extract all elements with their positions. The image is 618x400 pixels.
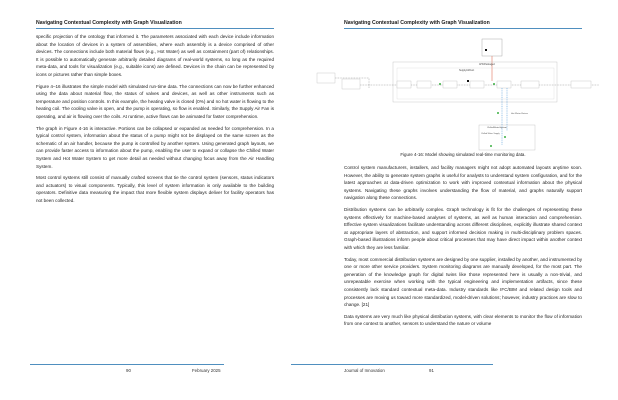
- discharge-box: [521, 81, 539, 88]
- running-head: Navigating Contextual Complexity with Graph Visualization: [344, 20, 490, 26]
- duct-label: SupplyAirDuct: [459, 69, 475, 72]
- hot-water-return-label: Hot Water Return: [511, 113, 528, 115]
- footer-date: February 2025: [192, 368, 221, 373]
- paragraph: Data systems are very much like physical distribution systems, with clear elements to monitor the flow of information from one context to another, sensors to understand the nature or volume: [344, 313, 582, 327]
- right-body-text: [344, 164, 582, 332]
- figure-caption: Figure 4-16: Model showing simulated real-time monitoring data.: [400, 152, 526, 157]
- paragraph: Most control systems still consist of manually crafted screens that tie the control system (sensors, status indicators and actuators) to visual components. Typically, this level of system information is only available to the building operators. Definitive data measuring the impact that more flexible system displays deliver for facility operators has not been collected.: [36, 175, 274, 203]
- paragraph: Control system manufacturers, installers, and facility managers might not adopt automated layouts anytime soon. However, the ability to generate system graphs is useful for analysts to understand system configuration, and for the latest approaches at data-driven optimization to work with improved contextual information about the physical systems. Navigating these graphs involves understanding the flow of material, and graphs naturally support navigation along these connections.: [344, 165, 582, 201]
- status-green-dot: [493, 83, 495, 85]
- status-green-dot: [490, 145, 492, 147]
- header-rule: [344, 28, 582, 29]
- zone-box: [571, 81, 591, 88]
- ahu-label: AHUPackaged: [479, 63, 495, 66]
- cooling-coil-box: [497, 81, 511, 88]
- filter-box: [417, 81, 431, 88]
- supply-fan-box: [443, 81, 457, 88]
- heating-coil-box: [470, 81, 484, 88]
- status-green-dot: [439, 83, 441, 85]
- air-flow-line: [335, 78, 599, 88]
- status-indicator: [485, 49, 487, 51]
- status-green-dot: [504, 136, 506, 138]
- status-green-dot: [497, 112, 499, 114]
- paragraph: Today, most commercial distribution systems are designed by one supplier, installed by another, and instrumented by one or more other service providers. System monitoring diagrams are manually developed, for the most part. The generation of the knowledge graph for digital twins like those represented here is usually a non-trivial, and unrepeatable exercise when working with the typical engineering and implementation artifacts, since these consistently lack standard contextual meta-data. Industry standards like IFC/BIM and related design tools and processes are moving us toward more standardized, model-driven solutions; however, industry practices are slow to change. [21]: [344, 256, 582, 308]
- mixing-box: [397, 81, 411, 88]
- return-air-box: [342, 79, 360, 89]
- footer-rule: [291, 364, 493, 365]
- page-number: 91: [429, 368, 434, 373]
- header-rule: [36, 28, 274, 29]
- paragraph: The graph in Figure 4-16 is interactive. Portions can be collapsed or expanded as needed for comprehension. In a typical control system, information about the status of a pump might not be displayed on the same screen as the schematic of an air handler, because the pump is controlled by another system. Using generated graph layouts, we can provide faster access to information about the pump, enabling the user to expand or collapse the Chilled Water System and Hot Water System to get more detail as needed without changing focus away from the Air Handling System.: [36, 125, 274, 169]
- running-head: Navigating Contextual Complexity with Graph Visualization: [36, 20, 182, 26]
- footer-rule: [30, 364, 224, 365]
- system-diagram-figure: [309, 33, 618, 151]
- cws-label: ChilledWaterSystem: [487, 127, 507, 129]
- paragraph: Figure 4–16 illustrates the simple model with simulated run-time data. The connections can now be further enhanced using the data about material flow, the status of valves and devices, as well as other instruments such as temperature and position controls. In this example, the heating valve is closed (0%) and no hot water is flowing to the heating coil. The cooling valve is open, and the pump is operating, so flow is enabled. Similarly, the Supply Air Fan is operating, and air is flowing over the coils. At runtime, active flows can be animated for faster comprehension.: [36, 83, 274, 119]
- pump-box: [482, 39, 502, 56]
- outside-air-box: [317, 73, 335, 83]
- left-body-text: [36, 33, 274, 208]
- paragraph: specific projection of the ontology that informed it. The parameters associated with each device include information about the location of devices in a system of assemblies, where each assembly is a device comprised of other devices. The connections include both material flows (e.g., Hot Water) as well as containment (part of) relationships. It is possible to automatically generate arbitrarily detailed diagrams of real-world systems, so long as the required meta-data, and tools for visualization (e.g., suitable icons) are defined. Devices in the chain can be represented by icons or pictures rather than simple boxes.: [36, 34, 274, 77]
- page-number: 90: [126, 368, 131, 373]
- chilled-water-supply-label: Chilled Water Supply: [481, 133, 500, 135]
- footer-journal: Journal of Innovation: [344, 368, 385, 373]
- right-page: [309, 0, 618, 400]
- valve-closed-indicator: [467, 80, 469, 82]
- paragraph: Distribution systems can be arbitrarily complex. Graph technology is fit for the challenges of representing these systems effectively for machine-based analyses of systems, as well as human interaction and comprehension. Effective system visualizations facilitate understanding across different disciplines, explicitly illustrate shared context at appropriate layers of abstraction, and support informed decision making in multi-disciplinary problem spaces. Graph-based illustrations inform people about critical processes that may have direct impact within another context with which they are less familiar.: [344, 206, 582, 250]
